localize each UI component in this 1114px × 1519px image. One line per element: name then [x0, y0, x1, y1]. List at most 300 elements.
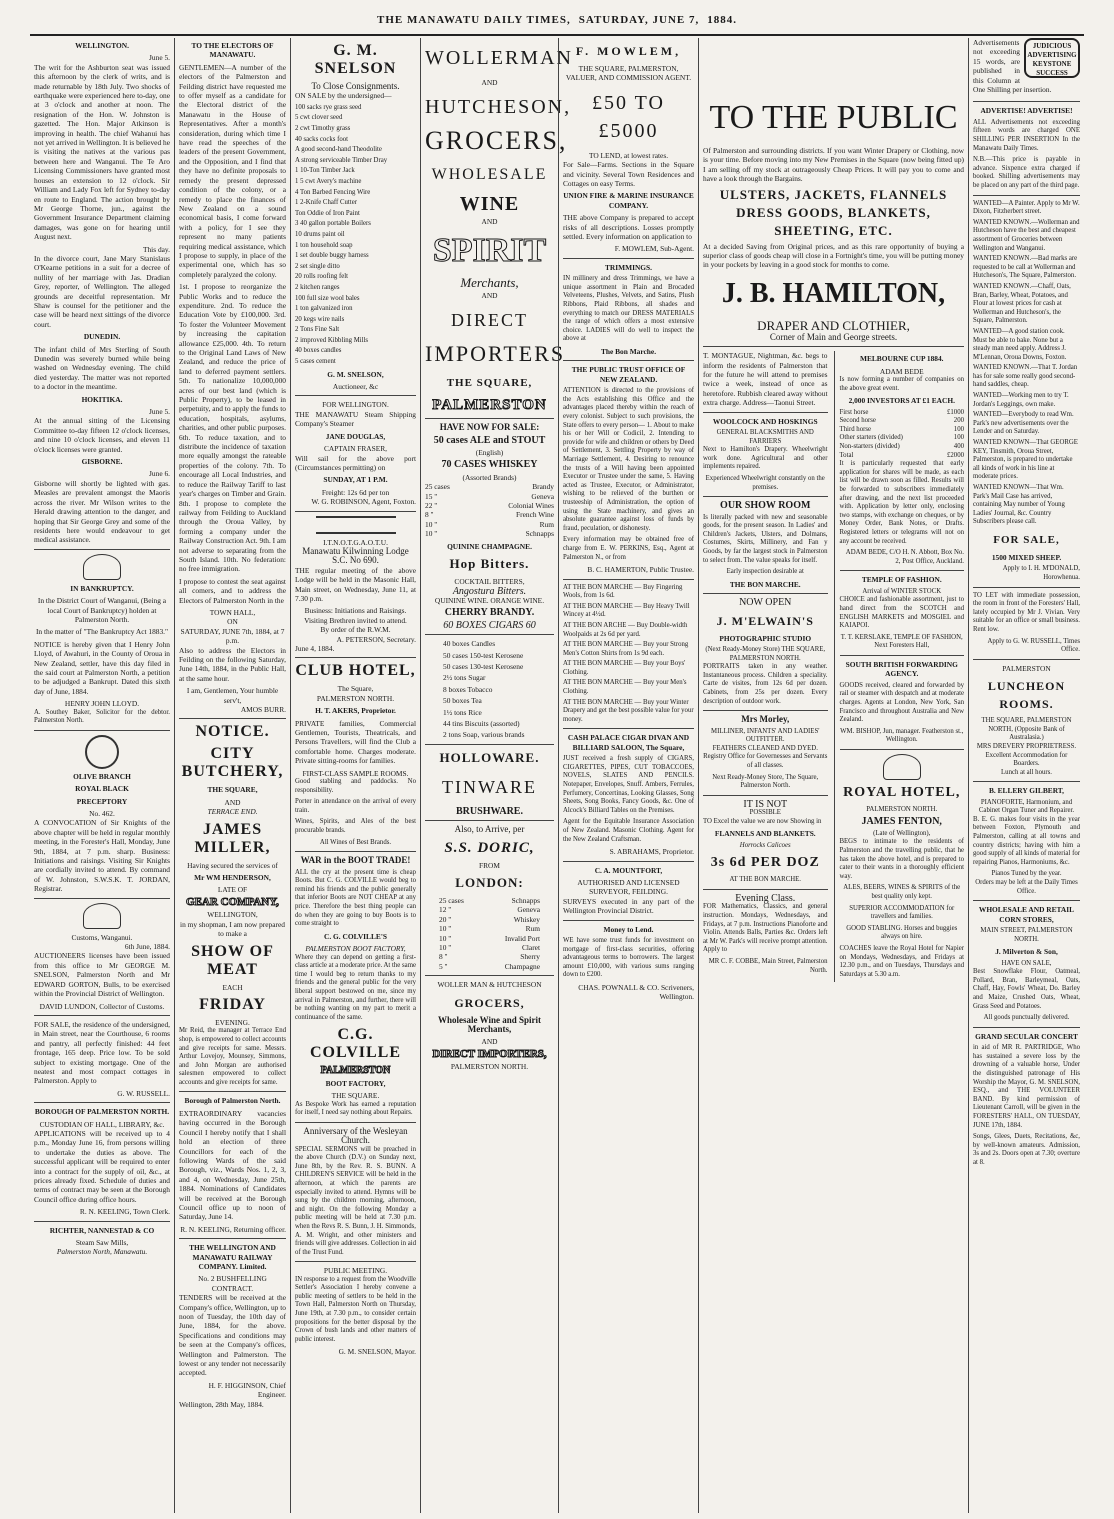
- ad-text: EVENING.: [215, 1017, 250, 1027]
- list-item: 2 tons Soap, various brands: [443, 730, 525, 740]
- list-item: 40 boxes Candles: [443, 639, 496, 649]
- ad-text: LATE OF: [217, 885, 248, 895]
- ad-text: Palmerston North, Manawatu.: [56, 1247, 148, 1257]
- ad-heading: Hop Bitters.: [449, 556, 530, 572]
- ad-text: Visiting Brethren invited to attend.: [304, 615, 407, 625]
- list-item: A strong serviceable Timber Dray: [295, 156, 388, 164]
- list-item-label: French Wine: [516, 510, 554, 520]
- ad-text: A CONVOCATION of Sir Knights of the above chapter will be held in regular monthly meeting, in the Forester's Hall, Monday, June 9th, 1884, at 7 p.m. sharp. Business: Initiations and raisings. Visiting Sir Knights are cordially invited to attend. By command of W. Johnston, S.W.S.K. T. JORDAN, Registrar.: [34, 818, 170, 894]
- ad-text: AT THE BON MARCHE.: [729, 876, 801, 884]
- ad-signature: B. C. HAMERTON, Public Trustee.: [587, 565, 694, 575]
- section-heading: HOKITIKA.: [81, 394, 123, 404]
- ad-subheading: 70 CASES WHISKEY: [441, 459, 538, 471]
- ad-heading: SHOW OF MEAT: [191, 942, 274, 978]
- ad-subheading: 2,000 INVESTORS AT £1 EACH.: [848, 396, 955, 406]
- list-item: WANTED KNOWN.—Bad marks are requested to be call at Wollerman and Hutcheson's, The Square, Palmerston.: [973, 255, 1078, 280]
- ad-subheading: THE SQUARE,: [446, 377, 533, 390]
- ad-heading: MELBOURNE CUP 1884.: [859, 354, 944, 364]
- list-item-qty: 8 ": [439, 952, 448, 962]
- list-item-qty: Third horse: [839, 425, 872, 433]
- news-text: The infant child of Mrs Sterling of South Dunedin was severely burned while being washed on Wednesday evening. The child died yesterday. The matter was not reported to a doctor in the meantime.: [34, 344, 170, 392]
- ad-heading: FOR SALE,: [993, 533, 1060, 546]
- ad-subheading: QUININE CHAMPAGNE.: [447, 541, 532, 551]
- divider: [34, 1015, 170, 1016]
- divider: [973, 101, 1080, 102]
- divider: [840, 749, 965, 750]
- ad-heading: G. M. SNELSON: [314, 42, 397, 77]
- ad-subheading: CUSTODIAN OF HALL, LIBRARY, &c.: [39, 1119, 165, 1129]
- ad-text: ATTENTION is directed to the provisions of the Acts establishing this Office and the advantages placed thereby within the reach of every colonist. Subject to such provisions, the State offers to every person— 1. About to make his or her Will or Codicil, 2. Intending to provide for wife and children or others by Deed of Settlement, 3. Settling Property by way of Marriage Settlement, 4. Desiring to renounce the trusts of a Will having been appointed Executor or Trustee under the same, 5. Having acted as Trustee, Executor, or Administrator, wishing to be relieved of the burthen or trusteeship of Administration, the option of using the State machinery, and gives an absolute guarantee against loss of funds by fraud, peculation, or dishonesty.: [563, 387, 694, 532]
- ad-text: PRIVATE families, Commercial Gentlemen, Tourists, Theatricals, and Persons Travellers, will find the Club a comfortable home. Charges moderate. Private sitting-rooms for families.: [295, 718, 416, 766]
- list-item-label: 100: [953, 425, 964, 433]
- ad-subheading: C. G. COLVILLE'S: [324, 931, 387, 941]
- divider: [34, 1102, 170, 1103]
- ad-text: EXTRAORDINARY vacancies having occurred in the Borough Council I hereby notify that I shall hold an election of three Councillors for each of the following Wards of the said Borough, viz., Wards Nos. 1, 2, 3, and 4, on Wednesday, June 25th, 1884. Nominations of Candidates will be received at the Borough Council office up to noon of Saturday, June 14.: [179, 1108, 286, 1222]
- ad-text: AND: [481, 1037, 498, 1047]
- ad-text: THE SQUARE.: [331, 1091, 380, 1101]
- list-item-label: Schnapps: [511, 896, 540, 905]
- list-item: 2 Tons Fine Salt: [295, 326, 340, 334]
- ad-heading: C. A. MOUNTFORT,: [594, 865, 663, 875]
- ad-subheading: Angostura Bitters.: [452, 585, 527, 597]
- list-item: WANTED—Working men to try T. Jordan's Leggings, own make.: [973, 392, 1069, 408]
- ad-subheading: PALMERSTON: [1002, 663, 1051, 673]
- ad-text: MAIN STREET, PALMERSTON NORTH.: [980, 927, 1073, 943]
- list-item-qty: 25 cases: [439, 896, 464, 905]
- list-item: [840, 443, 965, 452]
- ad-text: Lunch at all hours.: [1001, 768, 1052, 776]
- ad-heading: THE WELLINGTON AND MANAWATU RAILWAY COMPANY. Limited.: [189, 1243, 276, 1271]
- list-item-qty: 22 ": [425, 501, 438, 511]
- divider: [973, 587, 1080, 588]
- section-heading: WELLINGTON.: [75, 41, 129, 50]
- list-item: 1 10-Ton Timber Jack: [295, 167, 355, 175]
- ad-signature: S. ABRAHAMS, Proprietor.: [609, 847, 694, 857]
- ad-text: All Wines of Best Brands.: [319, 838, 392, 846]
- divider: [703, 496, 828, 497]
- ad-text: Of Palmerston and surrounding districts. If you want Winter Drapery or Clothing, now is your time. Before moving into my New Premises in the Square (now being fitted up) I am selling off my stock at outrageously Cheap Prices. It will pay you to come and have a look through the Bargains.: [703, 146, 964, 184]
- badge-line: SUCCESS: [1036, 69, 1068, 77]
- ad-text: CAPTAIN FRASER,: [323, 444, 388, 454]
- list-item: 1 2-Knife Chaff Cutter: [295, 199, 357, 207]
- list-item-qty: 20 ": [439, 914, 452, 924]
- dateline: Wellington, 28th May, 1884.: [179, 1399, 264, 1409]
- ad-text: GENTLEMEN—A number of the electors of the Palmerston and Feilding district have requested me to offer myself as a candidate for the Electoral district of the Manawatu in the House of Representatives. After a month's consideration, during which time I have read the speeches of the leaders of the present Government, and the Opposition, and I find that they have no definite proposals to remedy the present depressed condition of the colony, or a remedy to place the finances of New Zealand on a sound economical basis, I come forward with a policy, for I see they represent no many patients requiring medical assistance, which I propose to supply, in place of the experimental one, which has so completely paralyzed the colony.: [179, 62, 286, 279]
- list-item: 1 ton galvanized iron: [295, 305, 353, 313]
- divider: [563, 258, 694, 259]
- ad-text: AUCTIONEERS licenses have been issued from this office to Mr GEORGE M. SNELSON, Palmerston North and Mr EDWARD GORTON, Bulls, to be exercised within the Provincial District of Wellington.: [34, 951, 170, 999]
- ad-text: PALMERSTON NORTH.: [866, 805, 938, 813]
- list-item: AT THE BON ARCHE — Buy Double-width Woolpaids at 2s 6d per yard.: [563, 621, 688, 638]
- ad-text: PALMERSTON BOOT FACTORY,: [305, 944, 406, 954]
- list-item: [439, 905, 540, 914]
- divider: [563, 920, 694, 921]
- divider: [563, 360, 694, 361]
- divider: [703, 795, 828, 796]
- list-item-label: Rum: [525, 924, 540, 934]
- ad-heading: BOROUGH OF PALMERSTON NORTH.: [34, 1107, 170, 1117]
- ad-subheading: The Bon Marche.: [600, 347, 657, 357]
- ad-heading: DIRECT: [451, 310, 528, 331]
- ad-text: (Late of Wellington),: [873, 829, 931, 837]
- column-3: [290, 38, 420, 1513]
- wanted-ads: [973, 200, 1080, 527]
- advertising-badge: [1024, 38, 1080, 78]
- ad-text: In the District Court of Wanganui, (Being a local Court of Bankruptcy) holden at Palmerston North.: [37, 596, 167, 624]
- ad-text: THE SQUARE, PALMERSTON,: [578, 64, 679, 73]
- ad-text: TO LET with immediate possession, the room in front of the Foresters' Hall, lately occupied by Mr J. Vivian. Very suitable for an office or small business. Rent low.: [973, 591, 1080, 633]
- ad-heading: TEMPLE OF FASHION.: [861, 575, 942, 585]
- ad-text: AND: [481, 78, 498, 87]
- ad-subheading: To Close Consignments.: [311, 81, 400, 91]
- list-item: 4 Ton Barbed Fencing Wire: [295, 188, 371, 196]
- ad-subheading: THE SQUARE,: [207, 785, 258, 795]
- ad-subheading: 50 cases ALE and STOUT: [433, 434, 546, 446]
- divider: [34, 1221, 170, 1222]
- list-item: 40 boxes candles: [295, 347, 342, 355]
- ad-signature: G. M. SNELSON,: [327, 369, 384, 379]
- ad-signature: MR C. F. COBBE, Main Street, Palmerston North.: [708, 957, 828, 974]
- divider: [425, 820, 554, 821]
- list-item-label: Sherry: [520, 952, 540, 962]
- list-item: 1 set double buggy harness: [295, 252, 369, 260]
- list-item-label: Whiskey: [513, 914, 540, 924]
- list-item: 2 set single ditto: [295, 262, 340, 270]
- ad-heading: IMPORTERS: [425, 341, 566, 367]
- ad-heading: Merchants,: [460, 274, 519, 290]
- ad-text: FEATHERS CLEANED AND DYED.: [712, 744, 818, 752]
- list-item: [425, 510, 554, 519]
- divider: [34, 898, 170, 899]
- divider: [973, 659, 1080, 660]
- ad-text: Also to address the Electors in Feilding on the following Saturday, June 14th, 1884, in the Public Hall, at the same hour.: [179, 645, 286, 683]
- ad-heading: Customs, Wanganui.: [71, 932, 133, 942]
- ad-text: For Sale—Farms. Sections in the Square and vicinity. Several Town Residences and Cottages on easy Terms.: [563, 160, 694, 189]
- list-item: [425, 520, 554, 529]
- ad-heading: TINWARE: [442, 776, 537, 797]
- prize-list: [840, 409, 965, 461]
- divider: [179, 1238, 286, 1239]
- ad-subheading: Mr WM HENDERSON,: [194, 873, 271, 883]
- ad-text: in aid of MR R. PARTRIDGE, Who has sustained a severe loss by the drowning of a valuable horse, Under the distinguished patronage of His Worship the Mayor, G. M. SNELSON, ESQ., and THE VOLUNTEER BAND. By kind permission of Lieutenant Carroll, will be given in the FORESTERS' HALL, ON TUESDAY, JUNE 17th, 1884.: [973, 1044, 1080, 1129]
- ad-text: GENERAL BLACKSMITHS AND FARRIERS: [716, 429, 814, 445]
- list-item: AT THE BON MARCHE — Buy your Winter Drapery and get the best possible value for your money.: [563, 698, 694, 723]
- badge-line: ADVERTISING: [1027, 51, 1077, 59]
- ad-subheading: 1500 MIXED SHEEP.: [991, 552, 1062, 562]
- badge-line: KEYSTONE: [1032, 60, 1072, 68]
- list-item: [840, 452, 965, 461]
- ad-text: N.B.—This price is payable in advance. Sixpence extra charged if booked. Shilling advertisements may be placed on any part of the third page.: [973, 156, 1080, 189]
- divider: [295, 657, 416, 658]
- ad-signature: G. W. RUSSELL.: [117, 1088, 170, 1098]
- list-item: 50 cases 130-test Kerosene: [443, 661, 524, 671]
- ad-signature: T. T. KERSLAKE, TEMPLE OF FASHION, Next Foresters Hall,: [840, 633, 963, 650]
- divider: [973, 900, 1080, 901]
- divider: [703, 346, 964, 347]
- list-item: [425, 501, 554, 510]
- ad-heading: CASH PALACE CIGAR DIVAN AND BILLIARD SALOON, The Square,: [567, 733, 690, 752]
- ad-heading: OLIVE BRANCH: [73, 771, 131, 781]
- ad-text: Where they can depend on getting a first-class article at a moderate price. At the same time I would beg to return thanks to my friends and the general public for the very liberal support bestowed on me, since my arrival in Palmerston, and further, there will be nothing wanting on my part to merit a continuance of the same.: [295, 953, 416, 1021]
- ads-right: [834, 351, 965, 982]
- ad-heading: FRIDAY: [199, 995, 266, 1013]
- ad-text: Excellent Accommodation for Boarders.: [985, 751, 1068, 768]
- ad-heading: S.S. DORIC,: [444, 839, 535, 856]
- ad-text: 1st. I propose to reorganize the Public Works and to reduce the expenditure. 2nd. To reduce the Education Vote by £100,000. 3rd. To foster the Volunteer Movement by increasing the capitation allowance £25,000. 4th. To return to the Original Land Laws of New Zealand, and reduce the price of land to deferred payment settlers. 5th. To nationalize 10,000,000 acres of our best land (which is Public Property), to be leased in perpetuity, and to apply the funds to education, hospitals, asylums, charities, and other public purposes. 6th. To reduce taxation, and to distribute the incidence of taxation more equally amongst the rateable properties of the colony. 7th. To encourage all Local Industries, and to reduce the Railway Tariff to last year's charges on Timber and Grain. 8th. I propose to complete the railway from Feilding to Auckland through the Oroua Valley, by forming a company under the Railway Construction Act. 9th. I am not adverse to separating from the South Island. 10th. No federation: no free immigration.: [179, 282, 286, 574]
- divider: [425, 418, 554, 419]
- ad-text: The Square,: [337, 684, 374, 694]
- dateline: June 6.: [149, 469, 170, 479]
- list-item-qty: Other starters (divided): [839, 434, 903, 442]
- ad-text: Early inspection desirable at: [726, 568, 804, 576]
- masonic-emblem-icon: [316, 516, 396, 534]
- list-item: 1 ton household soap: [295, 241, 353, 249]
- ad-heading: WHOLESALE: [431, 166, 548, 184]
- list-item: 50 cases 150-test Kerosene: [443, 650, 524, 660]
- ad-heading: £50 TO £5000: [592, 91, 665, 142]
- ad-heading: C.G. COLVILLE: [310, 1026, 401, 1062]
- ad-signature: F. MOWLEM, Sub-Agent.: [614, 244, 694, 254]
- section-heading: DUNEDIN.: [83, 332, 121, 342]
- ad-heading: JAMES MILLER,: [194, 820, 271, 856]
- ad-heading: Manawatu Kilwinning Lodge S.C. No 690.: [302, 545, 409, 566]
- ad-text: Steam Saw Mills,: [75, 1238, 129, 1248]
- ad-heading: SPIRIT: [432, 231, 547, 269]
- goods-list: [425, 482, 554, 538]
- ad-text: CHOICE and fashionable assortment, just to hand direct from the SCOTCH and ENGLISH MARKETS and MOSGIEL and KAIAPOI.: [839, 596, 964, 630]
- list-item: AT THE BON MARCHE — Buy Heavy Twill Wincey at 4½d.: [563, 602, 690, 619]
- ad-text: APPLICATIONS will be received up to 4 p.m., Monday June 16, from persons willing to undertake the duties as above. The successful applicant will be required to enter into a contract for the supply of oil, &c., at prices already fixed. Schedule of duties and terms of contract may be seen at the Borough Council office during office hours.: [34, 1128, 170, 1204]
- ad-heading: Evening Class.: [735, 892, 796, 904]
- news-text: Gisborne will shortly be lighted with gas. Measles are prevalent amongst the Maoris across the river. Mr Wilson writes to the Herald drawing attention to the danger, and hoping that Sir George Grey and some of the residents here would endeavour to get medical assistance.: [34, 478, 170, 545]
- ad-heading: TRIMMINGS.: [604, 262, 652, 272]
- ad-text: FIRST-CLASS SAMPLE ROOMS.: [302, 768, 409, 778]
- ad-text: SATURDAY, JUNE 7th, 1884, at 7 p.m.: [180, 626, 285, 646]
- ad-text: TO LEND, at lowest rates.: [588, 150, 669, 160]
- ad-heading: RICHTER, NANNESTAD & CO: [49, 1225, 155, 1235]
- list-item: WANTED—A good station cook. Must be able to bake. None but a steady man need apply. Address J. M'Lennan, Oroua Downs, Foxton.: [973, 327, 1067, 361]
- ad-heading: IT IS NOT: [743, 798, 788, 810]
- list-item: 10 drums paint oil: [295, 230, 345, 238]
- list-item-qty: 25 cases: [425, 482, 450, 492]
- ad-text: AND: [481, 217, 498, 227]
- divider: [973, 1027, 1080, 1028]
- ad-heading: LONDON:: [455, 875, 524, 890]
- ad-text: Corner of Main and George streets.: [769, 331, 898, 342]
- ad-text: Is literally packed with new and seasonable goods, for the present season. In Ladies' and Children's Jackets, Ulsters, and Dolmans, Costumes, Skirts, Millinery, and Fan y Goods, by far the largest stock in Palmerston to select from. The value speaks for itself.: [703, 513, 828, 564]
- list-item: [439, 924, 540, 933]
- divider: [563, 579, 694, 580]
- divider: [973, 781, 1080, 782]
- section-heading: GISBORNE.: [81, 457, 123, 467]
- ad-subheading: TERRACE END.: [207, 807, 258, 817]
- ads-left: [703, 351, 828, 982]
- list-item-qty: 5 ": [439, 961, 448, 971]
- divider: [840, 655, 965, 656]
- ad-heading: ADVERTISE! ADVERTISE!: [980, 106, 1073, 116]
- divider: [973, 195, 1080, 196]
- dateline: This day.: [142, 244, 170, 254]
- list-item-label: 200: [953, 417, 964, 425]
- ad-heading: NOW OPEN: [739, 597, 792, 609]
- ad-subheading: 60 BOXES CIGARS 60: [443, 619, 536, 631]
- ad-text: ALL the cry at the present time is cheap Boots. But C. G. COLVILLE would beg to remind his friends and the public generally that inferior Boots are NOT CHEAP at any price. Therefore the best thing people can do when they are going to buy Boots is to come straight to: [295, 868, 416, 928]
- list-item: [439, 952, 540, 961]
- divider: [179, 1091, 286, 1092]
- news-text: At the annual sitting of the Licensing Committee to-day fifteen 12 o'clock licenses, and nine 10 o'clock licenses, and eleven 11 o'clock licenses were granted.: [34, 416, 170, 454]
- ad-text: ALES, BEERS, WINES & SPIRITS of the best quality only kept.: [843, 884, 961, 901]
- list-item: WANTED KNOWN.—That T. Jordan has for sale some really good second-hand saddles, cheap.: [973, 364, 1078, 389]
- ad-text: I propose to contest the seat against all comers, and to address the Electors of Palmerston North in the: [179, 576, 286, 605]
- list-item: [425, 529, 554, 538]
- ad-heading: B. ELLERY GILBERT,: [988, 786, 1065, 796]
- ad-subheading: ULSTERS, JACKETS, FLANNELS: [719, 186, 948, 202]
- list-item: WANTED KNOWN—That GEORGE KEY, Tinsmith, Oroua Street, Palmerston, is prepared to undertake all kinds of work in his line at moderate prices.: [973, 439, 1078, 481]
- ad-subheading: UNION FIRE & MARINE INSURANCE COMPANY.: [563, 191, 694, 210]
- ad-text: AND: [224, 797, 241, 807]
- ad-text: FOR Mathematics, Classics, and general instruction. Mondays, Wednesdays, and Fridays, at 7 p.m. Instructions Pianoforte and Violin. Attends Balls, Parties &c. Orders left at Mr W. Park's will receive prompt attention. Apply to: [703, 903, 828, 954]
- ad-text: Every information may be obtained free of charge from E. W. PERKINS, Esq., Agent at Palmerston N., or from: [563, 536, 694, 561]
- column-4: [420, 38, 573, 1513]
- ad-number: No. 462.: [89, 809, 115, 818]
- ad-heading: ROYAL BLACK: [75, 784, 129, 794]
- divider: [563, 728, 694, 729]
- ad-text: Also, to Arrive, per: [454, 824, 525, 835]
- ad-subheading: JANE DOUGLAS,: [325, 431, 386, 441]
- ad-text: Next Ready-Money Store, The Square, Palmerston North.: [712, 773, 819, 790]
- ad-subheading: ADAM BEDE: [879, 366, 924, 376]
- ad-text: In the matter of "The Bankruptcy Act 1883.": [35, 627, 169, 637]
- list-item: [840, 417, 965, 426]
- ad-text: Porter in attendance on the arrival of every train.: [295, 798, 416, 814]
- ad-text: Best Snowflake Flour, Oatmeal, Pollard, Bran, Barleymeal, Oats, Chaff, Hay, Fowls' Wheat, Do. Barley and Maize, Crushed Oats, Wheat, Grass Seed and Potatoes.: [973, 968, 1080, 1010]
- ad-signature: W. G. ROBINSON, Agent, Foxton.: [311, 497, 416, 507]
- column-1: [30, 38, 174, 1513]
- ad-heading: PUBLIC MEETING.: [323, 1266, 388, 1276]
- list-item: [840, 434, 965, 443]
- ad-text: SPECIAL SERMONS will be preached in the above Church (D.V.) on Sunday next, June 8th, by the Rev. R. S. BUNN. A CHILDREN'S SERVICE will be held in the afternoon, at which the parents are especially invited to attend. Hymns will be sung by the children morning, afternoon, and night. On the following Monday a public meeting will be held at 7.30 p.m. when the Revs R. S. Bunn, J. H. Simmonds, A. M. Wright, and other ministers and friends will give addresses. Collection in aid of the Trust Fund.: [295, 1145, 416, 1256]
- divider: [703, 889, 828, 890]
- ad-subheading: HAVE NOW FOR SALE:: [439, 422, 540, 433]
- list-item-label: Geneva: [517, 905, 540, 915]
- ad-heading: GRAND SECULAR CONCERT: [975, 1031, 1078, 1041]
- list-item-label: 100: [953, 434, 964, 442]
- bon-marche-ads: [563, 584, 694, 725]
- dateline: 6th June, 1884.: [124, 942, 170, 952]
- ad-text: I.T.N.O.T.G.A.O.T.U.: [323, 537, 388, 547]
- ad-signature: G. M. SNELSON, Mayor.: [338, 1347, 416, 1357]
- ad-text: AND: [481, 290, 498, 300]
- divider: [295, 1122, 416, 1123]
- ad-text: Auctioneer, &c: [332, 382, 379, 392]
- list-item-label: Brandy: [532, 482, 554, 492]
- ad-subheading: GEAR COMPANY,: [186, 895, 279, 908]
- ad-heading: PRECEPTORY: [76, 796, 128, 806]
- list-item: 2½ tons Sugar: [443, 673, 486, 683]
- list-item-label: 400: [953, 443, 964, 451]
- list-item: WANTED KNOWN—That Wm. Park's Mail Case has arrived, containing May number of Young Ladies' Journal, &c. Country Subscribers please call.: [973, 484, 1065, 526]
- list-item: Ton Oddie of Iron Paint: [295, 209, 360, 217]
- masthead-title: THE MANAWATU DAILY TIMES,: [377, 14, 571, 26]
- ad-text: Pianos Tuned by the year.: [991, 870, 1062, 878]
- list-item: WANTED—A Painter. Apply to Mr W. Dixon, Fitzherbert street.: [973, 199, 1080, 216]
- ad-subheading: SUNDAY, AT 1 P.M.: [323, 475, 388, 485]
- list-item: 40 sacks cocks foot: [295, 135, 349, 143]
- ad-heading: WAR in the BOOT TRADE!: [300, 855, 411, 866]
- ad-heading: FOR WELLINGTON.: [322, 400, 389, 410]
- ad-text: Experienced Wheelwright constantly on the premises.: [705, 475, 825, 491]
- royal-crest-icon: [83, 903, 121, 929]
- ad-text: BEGS to intimate to the residents of Palmerston and the travelling public, that he has taken the above hotel, and is prepared to cater to their wants in a thoroughly efficient way.: [839, 838, 964, 880]
- ad-signature: A. PETERSON, Secretary.: [336, 634, 416, 644]
- list-item: [439, 896, 540, 905]
- list-item: 3 40 gallon portable Boilers: [295, 220, 371, 228]
- list-item: [425, 482, 554, 491]
- ad-text: COACHES leave the Royal Hotel for Napier on Mondays, Wednesdays, and Fridays at 12.30 p.m., and on Tuesdays, Thursdays and Saturdays at 5.30 a.m.: [839, 945, 964, 978]
- ad-heading: CLUB HOTEL,: [295, 662, 416, 680]
- list-item: AT THE BON MARCHE — Buy Fingering Wools, from 1s 6d.: [563, 583, 683, 600]
- ad-text: in my shopman, I am now prepared to make a: [180, 919, 285, 939]
- ad-text: At a decided Saving from Original prices, and as this rare opportunity of buying a superior class of goods cheap will close in a Fortnight's time, you will be putting money in your pockets by leaving in a good stock for months to come.: [703, 241, 964, 270]
- ad-heading: HOLLOWARE.: [439, 749, 540, 765]
- ad-text: It is particularly requested that early application for shares will be made, as each list will be drawn soon as filled. Results will be forwarded to subscribers immediately after drawing, and the next list proceeded with. Application by letter only, enclosing two stamps, with exchange on cheques, or by Money Order, Bank Notes, or Drafts. Registered letters or telegrams will not on any account be received.: [839, 460, 964, 545]
- ad-text: Agent for the Equitable Insurance Association of New Zealand. Masonic Clothing. Agent for the New Zealand Craftsman.: [563, 818, 694, 843]
- ad-heading: HUTCHESON,: [425, 96, 572, 119]
- divider: [703, 710, 828, 711]
- ad-text: GOODS received, cleared and forwarded by rail or steamer with despatch and at moderate charges. Agents at London, New York, San Francisco and throughout Australia and New Zealand.: [839, 681, 964, 724]
- ad-text: EACH: [222, 982, 243, 992]
- ad-subheading: H. T. AKERS, Proprietor.: [315, 706, 396, 716]
- divider: [425, 634, 554, 635]
- ad-text: (Assorted Brands): [462, 472, 517, 482]
- list-item-qty: 10 ": [425, 519, 438, 529]
- ad-subheading: THE BON MARCHE.: [729, 579, 801, 589]
- ad-text: Mr Reid, the manager at Terrace End shop, is empowered to collect accounts and give receipts for same. Messrs. Arthur Lovejoy, Mounsey, Simmons, and John Morgan are authorised salesmen empowered to collect accounts and give receipts for same.: [179, 1027, 286, 1086]
- masthead-year: 1884.: [707, 14, 737, 26]
- list-item: [840, 426, 965, 435]
- ad-heading: WHOLESALE AND RETAIL CORN STORES,: [978, 905, 1075, 924]
- list-item-qty: 12 ": [439, 905, 452, 915]
- ad-text: Orders may be left at the Daily Times Office.: [975, 879, 1078, 895]
- ad-heading: WOOLCOCK AND HOSKINGS: [712, 416, 818, 426]
- ad-heading: J. M'ELWAIN'S: [716, 613, 814, 628]
- ad-text: POSSIBLE: [749, 809, 781, 817]
- ad-text: THE SQUARE, PALMERSTON NORTH, (Opposite Bank of Australasia.): [981, 717, 1072, 742]
- ad-text: Arrival of WINTER STOCK: [862, 587, 942, 595]
- ad-subheading: PALMERSTON: [320, 1065, 391, 1077]
- list-item: 5 cases cement: [295, 358, 336, 366]
- ad-subheading: FLANNELS AND BLANKETS.: [714, 829, 816, 839]
- divider: [703, 412, 828, 413]
- ad-heading: TO THE PUBLIC: [709, 99, 958, 136]
- divider: [295, 395, 416, 396]
- ad-signature: Apply to G. W. RUSSELL, Times Office.: [987, 637, 1080, 654]
- list-item: AT THE BON MARCHE — Buy your Boys' Clothing.: [563, 660, 686, 676]
- skull-crossbones-icon: [85, 735, 119, 769]
- goods-list: [425, 896, 554, 971]
- list-item: 100 sacks rye grass seed: [295, 103, 362, 111]
- ad-text: Songs, Glees, Duets, Recitations, &c, by well-known amateurs. Admission, 3s and 2s. Doors open at 7.30; overture at 8.: [973, 1133, 1080, 1166]
- list-item-qty: Non-starters (divided): [839, 443, 900, 451]
- royal-crest-icon: [883, 754, 921, 780]
- ad-text: VALUER, AND COMMISSION AGENT.: [565, 73, 692, 83]
- ad-text: FOR SALE, the residence of the undersigned, in Main street, near the Courthouse, 6 rooms and pantry, all perfectly finished: 44 feet frontage, 165 deep. Price low. To be sold subject to existing mortgage. One of the neatest and most compact cottages in Palmerston. Apply to: [34, 1019, 170, 1086]
- ad-signature: H. F. HIGGINSON, Chief Engineer.: [208, 1380, 286, 1400]
- list-item-qty: Total: [839, 451, 854, 459]
- list-item-qty: 15 ": [425, 491, 438, 501]
- ad-text: MILLINER, INFANTS' AND LADIES' OUTFITTER.: [711, 727, 820, 744]
- ad-text: WELLINGTON,: [207, 910, 258, 920]
